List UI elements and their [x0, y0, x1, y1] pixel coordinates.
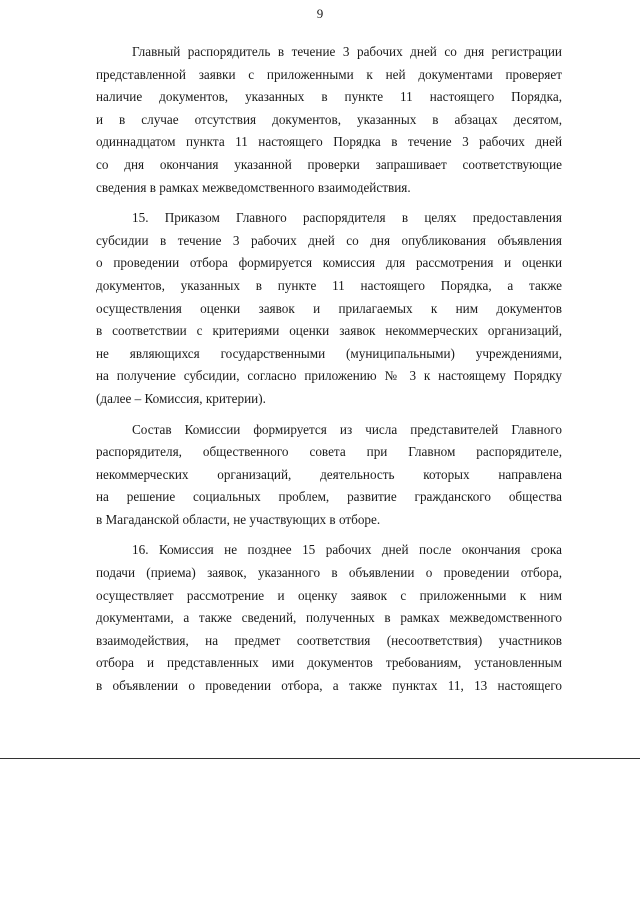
text-line: сведения в рамках межведомственного взаимодействия. [96, 179, 411, 195]
text-line: 16. Комиссия не позднее 15 рабочих дней после окончания срока [132, 542, 562, 558]
text-line: отбора и представленных ими документов требованиям, установленным [96, 655, 562, 671]
text-line: в объявлении о проведении отбора, а также пунктах 11, 13 настоящего [96, 678, 562, 694]
text-line: подачи (приема) заявок, указанного в объявлении о проведении отбора, [96, 565, 562, 581]
document-body [96, 41, 562, 698]
paragraph-gap [96, 411, 562, 419]
text-line: 15. Приказом Главного распорядителя в целях предоставления [132, 210, 562, 226]
text-line: осуществляет рассмотрение и оценку заявок с приложенными к ним [96, 587, 562, 603]
text-line: распорядителя, общественного совета при Главном распорядителе, [96, 444, 562, 460]
footer-divider [0, 758, 640, 759]
text-line: на решение социальных проблем, развитие гражданского общества [96, 489, 562, 505]
text-line: (далее – Комиссия, критерии). [96, 390, 266, 406]
text-line: документов, указанных в пункте 11 настоящего Порядка, а также [96, 277, 562, 293]
text-line: не являющихся государственными (муниципальными) учреждениями, [96, 345, 562, 361]
paragraph-clause-15 [96, 207, 562, 410]
text-line: осуществления оценки заявок и прилагаемых к ним документов [96, 300, 562, 316]
paragraph-gap [96, 199, 562, 207]
text-line: о проведении отбора формируется комиссия для рассмотрения и оценки [96, 255, 562, 271]
text-line: некоммерческих организаций, деятельность которых направлена [96, 466, 562, 482]
text-line: на получение субсидии, согласно приложению № 3 к настоящему Порядку [96, 368, 562, 384]
text-line: субсидии в течение 3 рабочих дней со дня опубликования объявления [96, 232, 562, 248]
text-line: наличие документов, указанных в пункте 11 настоящего Порядка, [96, 89, 562, 105]
text-line: в соответствии с критериями оценки заявок некоммерческих организаций, [96, 323, 562, 339]
text-line: взаимодействия, на предмет соответствия (несоответствия) участников [96, 632, 562, 648]
page-number: 9 [316, 6, 324, 21]
paragraph-gap [96, 531, 562, 539]
text-line: и в случае отсутствия документов, указанных в абзацах десятом, [96, 111, 562, 127]
text-line: Состав Комиссии формируется из числа представителей Главного [132, 421, 562, 437]
paragraph-clause-16 [96, 539, 562, 697]
text-line: Главный распорядитель в течение 3 рабочих дней со дня регистрации [132, 44, 562, 59]
text-line: одиннадцатом пункта 11 настоящего Порядка в течение 3 рабочих дней [96, 134, 562, 150]
text-line: представленной заявки с приложенными к ней документами проверяет [96, 66, 562, 82]
text-line: документами, а также сведений, полученных в рамках межведомственного [96, 610, 562, 626]
text-line: в Магаданской области, не участвующих в отборе. [96, 511, 381, 527]
text-line: со дня окончания указанной проверки запрашивает соответствующие [96, 156, 562, 172]
paragraph-commission-composition [96, 419, 562, 532]
paragraph-registration-check [96, 41, 562, 199]
